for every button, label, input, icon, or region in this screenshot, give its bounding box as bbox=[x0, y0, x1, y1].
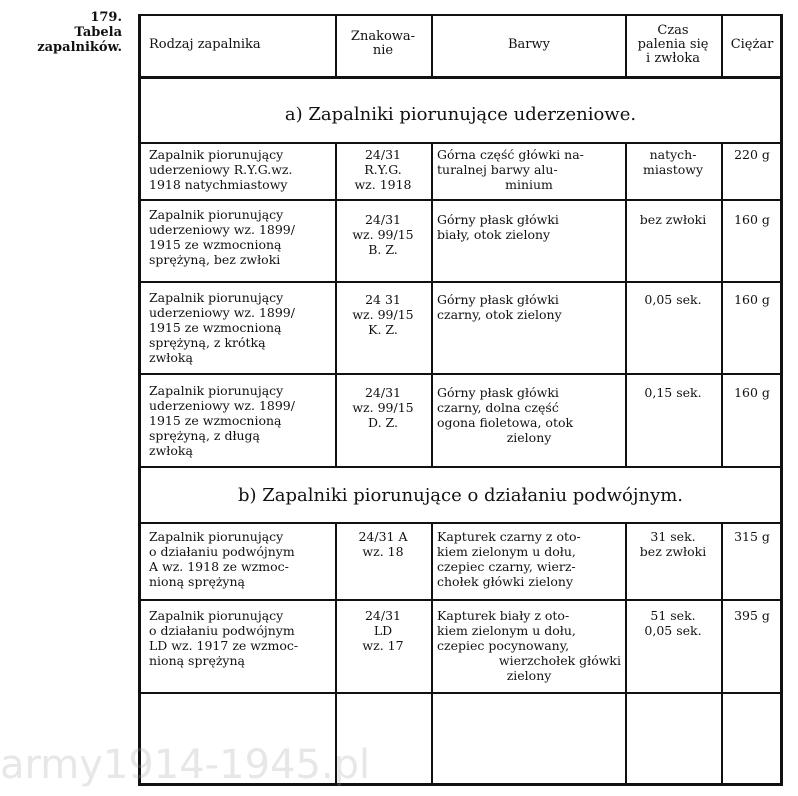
row1-name: Zapalnik piorunujący uderzeniowy R.Y.G.wz. 1918 natychmiastowy bbox=[149, 147, 293, 192]
watermark: army1914-1945.pl bbox=[0, 742, 371, 788]
row3-time: 0,05 sek. bbox=[644, 292, 702, 307]
row4-name: Zapalnik piorunujący uderzeniowy wz. 1899/ 1915 ze wzmocnioną sprężyną, z długą zwłoką bbox=[149, 383, 295, 458]
row1-colors: Górna część główki na- turalnej barwy alu- minium bbox=[437, 147, 584, 192]
row2-name: Zapalnik piorunujący uderzeniowy wz. 1899/ 1915 ze wzmocnioną sprężyną, bez zwłoki bbox=[149, 207, 295, 267]
row4-colors: Górny płask główki czarny, dolna część ogona fioletowa, otok zielony bbox=[437, 385, 574, 445]
row3-colors: Górny płask główki czarny, otok zielony bbox=[437, 292, 562, 322]
fuze-table bbox=[138, 14, 783, 786]
row6-colors: Kapturek biały z oto- kiem zielonym u dołu, czepiec pocynowany, wierzchołek główki zielony bbox=[437, 608, 621, 683]
section-a-rule bbox=[141, 142, 780, 144]
row5-time: 31 sek. bez zwłoki bbox=[639, 529, 707, 559]
header-marking: Znakowa- nie bbox=[350, 29, 416, 58]
row6-name: Zapalnik piorunujący o działaniu podwójnym LD wz. 1917 ze wzmoc- nioną sprężyną bbox=[149, 608, 299, 668]
row2-weight: 160 g bbox=[734, 212, 770, 227]
header-time: Czas palenia się i zwłoka bbox=[637, 23, 709, 66]
table-number: 179. bbox=[90, 10, 122, 25]
row5-weight: 315 g bbox=[734, 529, 770, 544]
row1-weight: 220 g bbox=[734, 147, 770, 162]
row5-colors: Kapturek czarny z oto- kiem zielonym u dołu, czepiec czarny, wierz- chołek główki zielony bbox=[437, 529, 581, 589]
row2-rule bbox=[141, 281, 780, 283]
row4-weight: 160 g bbox=[734, 385, 770, 400]
row5-rule bbox=[141, 599, 780, 601]
table-caption bbox=[2, 10, 122, 55]
row4-time: 0,15 sek. bbox=[644, 385, 702, 400]
header-weight: Ciężar bbox=[730, 37, 774, 52]
row3-marking: 24 31 wz. 99/15 K. Z. bbox=[352, 292, 414, 337]
row6-rule bbox=[141, 692, 780, 694]
caption-line-2: zapalników. bbox=[37, 40, 122, 55]
row2-colors: Górny płask główki biały, otok zielony bbox=[437, 212, 559, 242]
section-b-rule bbox=[141, 522, 780, 524]
row1-time: natych- miastowy bbox=[642, 147, 704, 177]
row5-name: Zapalnik piorunujący o działaniu podwójnym A wz. 1918 ze wzmoc- nioną sprężyną bbox=[149, 529, 295, 589]
row1-rule bbox=[141, 199, 780, 201]
section-a-title: a) Zapalniki piorunujące uderzeniowe. bbox=[284, 104, 637, 125]
row5-marking: 24/31 A wz. 18 bbox=[358, 529, 408, 559]
header-type: Rodzaj zapalnika bbox=[149, 37, 261, 52]
row3-weight: 160 g bbox=[734, 292, 770, 307]
caption-line-1: Tabela bbox=[74, 25, 122, 40]
row3-name: Zapalnik piorunujący uderzeniowy wz. 1899/ 1915 ze wzmocnioną sprężyną, z krótką zwłoką bbox=[149, 290, 295, 365]
row2-time: bez zwłoki bbox=[639, 212, 707, 227]
row6-weight: 395 g bbox=[734, 608, 770, 623]
row4-marking: 24/31 wz. 99/15 D. Z. bbox=[352, 385, 414, 430]
row6-marking: 24/31 LD wz. 17 bbox=[362, 608, 404, 653]
section-b-title: b) Zapalniki piorunujące o działaniu podwójnym. bbox=[237, 485, 684, 506]
row2-marking: 24/31 wz. 99/15 B. Z. bbox=[352, 212, 414, 257]
row1-marking: 24/31 R.Y.G. wz. 1918 bbox=[354, 147, 412, 192]
header-colors: Barwy bbox=[508, 37, 550, 52]
row6-time: 51 sek. 0,05 sek. bbox=[644, 608, 702, 638]
row3-rule bbox=[141, 373, 780, 375]
